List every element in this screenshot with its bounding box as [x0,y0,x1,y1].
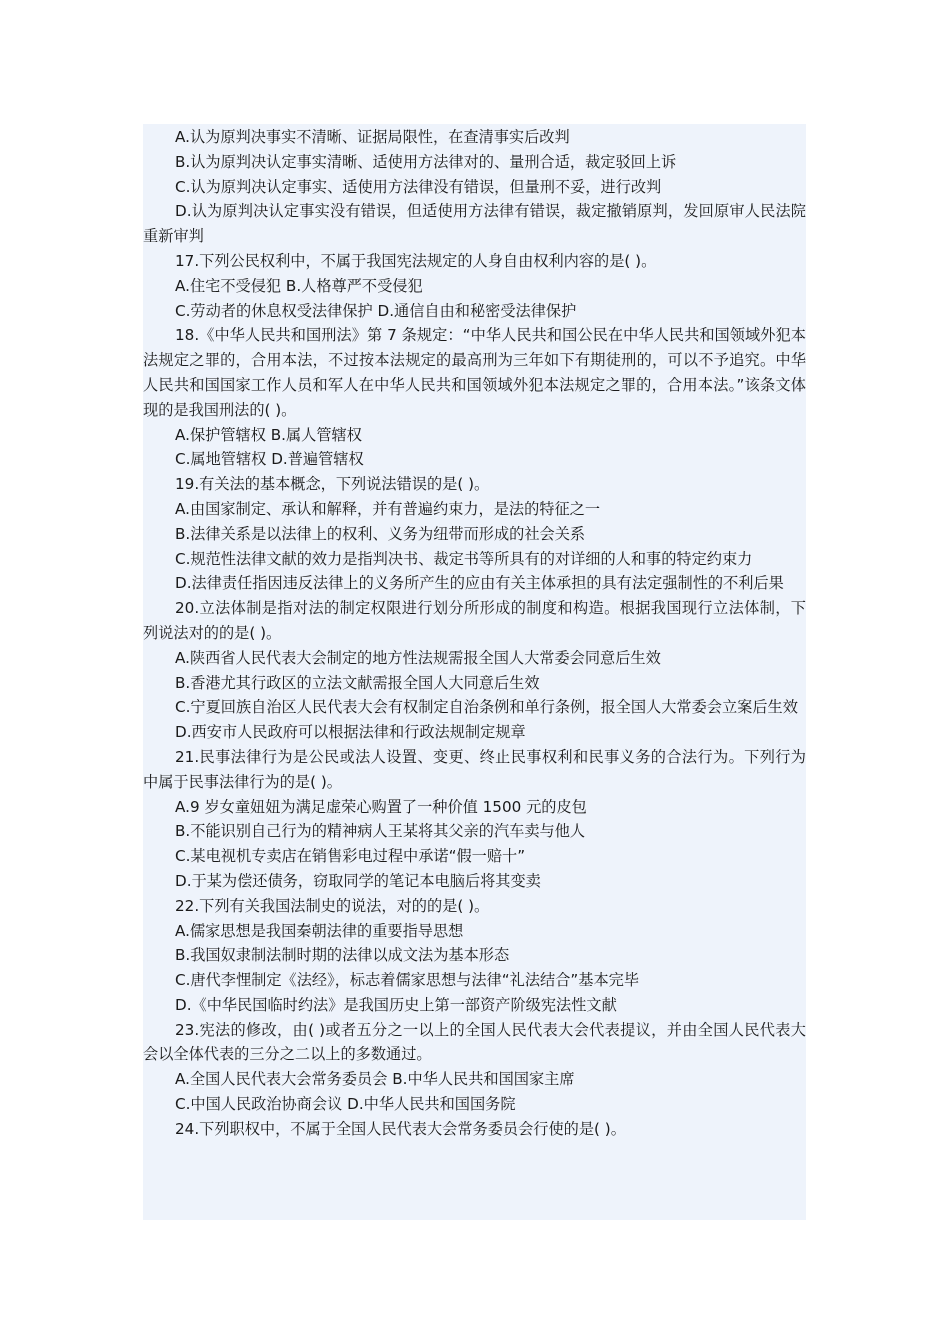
paragraph: A.认为原判决事实不清晰、证据局限性，在查清事实后改判 [175,128,570,146]
paragraph: C.规范性法律文献的效力是指判决书、裁定书等所具有的对详细的人和事的特定约束力 [175,549,753,568]
paragraph: B.不能识别自己行为的精神病人王某将其父亲的汽车卖与他人 [175,822,586,841]
paragraph: D.《中华民国临时约法》是我国历史上第一部资产阶级宪法性文献 [175,995,617,1014]
paragraph: A.由国家制定、承认和解释，并有普遍约束力，是法的特征之一 [175,499,601,518]
paragraph: C.劳动者的休息权受法律保护 D.通信自由和秘密受法律保护 [175,301,577,320]
paragraph: C.宁夏回族自治区人民代表大会有权制定自治条例和单行条例，报全国人大常委会立案后生效 [175,698,798,717]
question-22: 22.下列有关我国法制史的说法，对的的是( )。 [175,896,490,915]
paragraph: D.认为原判决认定事实没有错误，但适使用方法律有错误，裁定撤销原判，发回原审人民法院重新审判 [143,202,806,246]
paragraph: C.唐代李悝制定《法经》，标志着儒家思想与法律“礼法结合”基本完毕 [175,971,640,990]
paragraph: C.中国人民政治协商会议 D.中华人民共和国国务院 [175,1095,516,1114]
paragraph: A.陕西省人民代表大会制定的地方性法规需报全国人大常委会同意后生效 [175,648,661,667]
text-block [143,124,806,1220]
question-19: 19.有关法的基本概念，下列说法错误的是( )。 [175,475,490,494]
paragraph: D.于某为偿还债务，窃取同学的笔记本电脑后将其变卖 [175,871,541,890]
question-23: 23.宪法的修改，由( )或者五分之一以上的全国人民代表大会代表提议，并由全国人民代表大会以全体代表的三分之二以上的多数通过。 [143,1020,806,1064]
paragraph: A.9 岁女童妞妞为满足虚荣心购置了一种价值 1500 元的皮包 [175,797,587,816]
paragraph: B.我国奴隶制法制时期的法律以成文法为基本形态 [175,946,510,965]
paragraph: D.法律责任指因违反法律上的义务所产生的应由有关主体承担的具有法定强制性的不利后果 [175,574,784,593]
paragraph: A.儒家思想是我国秦朝法律的重要指导思想 [175,921,464,940]
paragraph: B.法律关系是以法律上的权利、义务为纽带而形成的社会关系 [175,524,586,543]
paragraph: A.全国人民代表大会常务委员会 B.中华人民共和国国家主席 [175,1070,575,1089]
question-17: 17.下列公民权利中，不属于我国宪法规定的人身自由权利内容的是( )。 [175,251,657,270]
paragraph: B.香港尤其行政区的立法文献需报全国人大同意后生效 [175,673,540,692]
paragraph: C.属地管辖权 D.普遍管辖权 [175,450,364,469]
paragraph: A.住宅不受侵犯 B.人格尊严不受侵犯 [175,276,423,295]
paragraph: A.保护管辖权 B.属人管辖权 [175,425,362,444]
paragraph: B.认为原判决认定事实清晰、适使用方法律对的、量刑合适，裁定驳回上诉 [175,152,677,171]
paragraph: C.认为原判决认定事实、适使用方法律没有错误，但量刑不妥，进行改判 [175,177,662,196]
question-21: 21.民事法律行为是公民或法人设置、变更、终止民事权利和民事义务的合法行为。下列行为中属于民事法律行为的是( )。 [143,747,806,791]
question-20: 20.立法体制是指对法的制定权限进行划分所形成的制度和构造。根据我国现行立法体制，下列说法对的的是( )。 [143,599,806,642]
question-24: 24.下列职权中，不属于全国人民代表大会常务委员会行使的是( )。 [175,1119,626,1138]
paragraph: C.某电视机专卖店在销售彩电过程中承诺“假一赔十” [175,847,526,866]
paragraph: D.西安市人民政府可以根据法律和行政法规制定规章 [175,723,526,742]
question-18: 18.《中华人民共和国刑法》第 7 条规定：“中华人民共和国公民在中华人民共和国领域外犯本法规定之罪的，合用本法，不过按本法规定的最高刑为三年如下有期徒刑的，可以不予追究。中华人民共和国国家工作人员和军人在中华人民共和国领域外犯本法规定之罪的，合用本法。”该条文体现的是我国刑法的( )。 [143,326,806,419]
